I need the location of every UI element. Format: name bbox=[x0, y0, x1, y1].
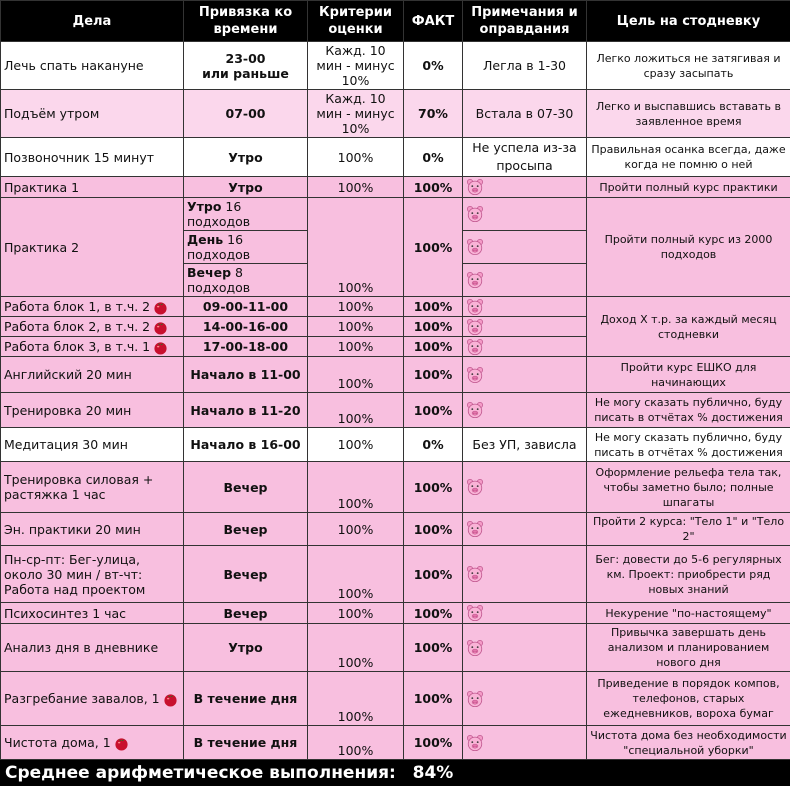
goal-cell: Приведение в порядок компов, телефонов, старых ежедневников, вороха бумаг bbox=[587, 672, 790, 726]
time-cell bbox=[184, 42, 308, 90]
goal-cell: Легко ложиться не затягивая и сразу засыпать bbox=[587, 42, 790, 90]
note-cell bbox=[463, 231, 587, 264]
goal-cell: Бег: довести до 5-6 регулярных км. Проект: приобрести ряд новых знаний bbox=[587, 546, 790, 603]
fact-cell: 100% bbox=[404, 297, 463, 317]
time-cell bbox=[184, 264, 308, 297]
average-value: 84% bbox=[404, 760, 463, 786]
note-cell bbox=[463, 546, 587, 603]
criteria-cell: 100% bbox=[308, 393, 404, 428]
pig-icon bbox=[466, 604, 484, 622]
note-cell bbox=[463, 317, 587, 337]
fact-cell: 100% bbox=[404, 546, 463, 603]
note-cell bbox=[463, 297, 587, 317]
header-time: Привязка ко времени bbox=[184, 1, 308, 42]
fact-cell: 70% bbox=[404, 90, 463, 138]
task-name: Работа блок 3, в т.ч. 1 bbox=[4, 339, 150, 354]
time-detail: 16 подходов bbox=[187, 232, 250, 262]
time-label: День bbox=[187, 232, 223, 247]
task-name: Тренировка 20 мин bbox=[1, 393, 184, 428]
tomato-icon bbox=[153, 300, 168, 315]
pig-icon bbox=[466, 520, 484, 538]
criteria-cell: 100% bbox=[308, 357, 404, 393]
note-cell bbox=[463, 337, 587, 357]
goal-cell: Правильная осанка всегда, даже когда не помню о ней bbox=[587, 138, 790, 177]
time-cell: 14-00-16-00 bbox=[184, 317, 308, 337]
pig-icon bbox=[466, 338, 484, 356]
criteria-cell: 100% bbox=[308, 672, 404, 726]
fact-cell: 100% bbox=[404, 672, 463, 726]
table-row bbox=[1, 198, 790, 231]
time-cell: Утро bbox=[184, 624, 308, 672]
pig-icon bbox=[466, 205, 484, 223]
tomato-icon bbox=[153, 320, 168, 335]
table-row bbox=[1, 672, 790, 726]
table-row bbox=[1, 513, 790, 546]
goal-cell: Пройти полный курс из 2000 подходов bbox=[587, 198, 790, 297]
time-cell: Вечер bbox=[184, 603, 308, 624]
criteria-cell: 100% bbox=[308, 297, 404, 317]
time-cell bbox=[184, 198, 308, 231]
note-cell bbox=[463, 462, 587, 513]
criteria-cell: 100% bbox=[308, 317, 404, 337]
footer-empty bbox=[463, 760, 790, 786]
goal-cell: Доход Х т.р. за каждый месяц стодневки bbox=[587, 297, 790, 357]
criteria-cell: 100% bbox=[308, 726, 404, 760]
fact-cell: 100% bbox=[404, 198, 463, 297]
table-row bbox=[1, 603, 790, 624]
time-detail: 8 подходов bbox=[187, 265, 250, 295]
note-cell bbox=[463, 603, 587, 624]
task-name: Анализ дня в дневнике bbox=[1, 624, 184, 672]
pig-icon bbox=[466, 639, 484, 657]
task-name: Психосинтез 1 час bbox=[1, 603, 184, 624]
goal-cell: Пройти 2 курса: "Тело 1" и "Тело 2" bbox=[587, 513, 790, 546]
time-cell: 07-00 bbox=[184, 90, 308, 138]
pig-icon bbox=[466, 565, 484, 583]
note-cell: Не успела из-за просыпа bbox=[463, 138, 587, 177]
criteria-cell: 100% bbox=[308, 428, 404, 462]
header-row bbox=[1, 1, 790, 42]
note-cell: Встала в 07-30 bbox=[463, 90, 587, 138]
criteria-cell: 100% bbox=[308, 177, 404, 198]
note-cell bbox=[463, 624, 587, 672]
fact-cell: 0% bbox=[404, 138, 463, 177]
criteria-cell: Кажд. 10 мин - минус 10% bbox=[308, 90, 404, 138]
task-name: Эн. практики 20 мин bbox=[1, 513, 184, 546]
note-cell bbox=[463, 513, 587, 546]
time-value: 23-00 bbox=[226, 51, 266, 66]
note-cell bbox=[463, 177, 587, 198]
task-name-cell bbox=[1, 337, 184, 357]
header-criteria: Критерии оценки bbox=[308, 1, 404, 42]
task-name: Разгребание завалов, 1 bbox=[4, 691, 160, 706]
goal-cell: Привычка завершать день анализом и планированием нового дня bbox=[587, 624, 790, 672]
criteria-cell: 100% bbox=[308, 138, 404, 177]
table-row bbox=[1, 177, 790, 198]
table-row bbox=[1, 138, 790, 177]
tomato-icon bbox=[114, 736, 129, 751]
table-row bbox=[1, 393, 790, 428]
time-cell: Вечер bbox=[184, 462, 308, 513]
time-cell: Вечер bbox=[184, 546, 308, 603]
goal-cell: Чистота дома без необходимости "специальной уборки" bbox=[587, 726, 790, 760]
task-name: Лечь спать накануне bbox=[1, 42, 184, 90]
task-name: Тренировка силовая + растяжка 1 час bbox=[1, 462, 184, 513]
note-cell bbox=[463, 393, 587, 428]
table-row bbox=[1, 357, 790, 393]
tomato-icon bbox=[153, 340, 168, 355]
time-label: Утро bbox=[187, 199, 221, 214]
note-cell: Легла в 1-30 bbox=[463, 42, 587, 90]
task-name: Работа блок 2, в т.ч. 2 bbox=[4, 319, 150, 334]
task-name: Медитация 30 мин bbox=[1, 428, 184, 462]
fact-cell: 100% bbox=[404, 357, 463, 393]
criteria-cell: 100% bbox=[308, 462, 404, 513]
tomato-icon bbox=[163, 692, 178, 707]
average-label: Среднее арифметическое выполнения: bbox=[1, 760, 404, 786]
note-cell bbox=[463, 264, 587, 297]
time-cell: Вечер bbox=[184, 513, 308, 546]
criteria-cell: 100% bbox=[308, 513, 404, 546]
criteria-cell: Кажд. 10 мин - минус 10% bbox=[308, 42, 404, 90]
time-detail: 16 подходов bbox=[187, 199, 250, 229]
table-row bbox=[1, 428, 790, 462]
time-cell: Начало в 16-00 bbox=[184, 428, 308, 462]
pig-icon bbox=[466, 318, 484, 336]
pig-icon bbox=[466, 271, 484, 289]
table-row bbox=[1, 42, 790, 90]
time-cell: 17-00-18-00 bbox=[184, 337, 308, 357]
task-name-cell bbox=[1, 672, 184, 726]
time-cell: Начало в 11-20 bbox=[184, 393, 308, 428]
fact-cell: 100% bbox=[404, 513, 463, 546]
header-notes: Примечания и оправдания bbox=[463, 1, 587, 42]
goal-cell: Оформление рельефа тела так, чтобы заметно было; полные шпагаты bbox=[587, 462, 790, 513]
criteria-cell: 100% bbox=[308, 198, 404, 297]
time-cell: Утро bbox=[184, 177, 308, 198]
pig-icon bbox=[466, 178, 484, 196]
time-cell: Начало в 11-00 bbox=[184, 357, 308, 393]
note-cell: Без УП, зависла bbox=[463, 428, 587, 462]
time-cell: 09-00-11-00 bbox=[184, 297, 308, 317]
goal-cell: Пройти курс ЕШКО для начинающих bbox=[587, 357, 790, 393]
task-name: Чистота дома, 1 bbox=[4, 735, 111, 750]
goal-cell: Не могу сказать публично, буду писать в отчётах % достижения bbox=[587, 393, 790, 428]
task-name: Работа блок 1, в т.ч. 2 bbox=[4, 299, 150, 314]
time-cell bbox=[184, 231, 308, 264]
time-cell: В течение дня bbox=[184, 726, 308, 760]
fact-cell: 100% bbox=[404, 603, 463, 624]
header-tasks: Дела bbox=[1, 1, 184, 42]
task-name: Подъём утром bbox=[1, 90, 184, 138]
criteria-cell: 100% bbox=[308, 546, 404, 603]
time-cell: Утро bbox=[184, 138, 308, 177]
pig-icon bbox=[466, 690, 484, 708]
header-goal: Цель на стодневку bbox=[587, 1, 790, 42]
task-name: Практика 1 bbox=[1, 177, 184, 198]
table-row bbox=[1, 462, 790, 513]
fact-cell: 100% bbox=[404, 462, 463, 513]
pig-icon bbox=[466, 401, 484, 419]
footer-row bbox=[1, 760, 790, 786]
table-row bbox=[1, 624, 790, 672]
task-name-cell bbox=[1, 297, 184, 317]
note-cell bbox=[463, 672, 587, 726]
time-label: Вечер bbox=[187, 265, 231, 280]
goal-cell: Не могу сказать публично, буду писать в отчётах % достижения bbox=[587, 428, 790, 462]
goal-cell: Некурение "по-настоящему" bbox=[587, 603, 790, 624]
task-name: Позвоночник 15 минут bbox=[1, 138, 184, 177]
goal-cell: Легко и выспавшись вставать в заявленное время bbox=[587, 90, 790, 138]
task-name: Английский 20 мин bbox=[1, 357, 184, 393]
task-name-cell bbox=[1, 317, 184, 337]
fact-cell: 100% bbox=[404, 317, 463, 337]
fact-cell: 0% bbox=[404, 42, 463, 90]
task-name: Практика 2 bbox=[1, 198, 184, 297]
goal-cell: Пройти полный курс практики bbox=[587, 177, 790, 198]
time-value-2: или раньше bbox=[202, 66, 289, 81]
fact-cell: 100% bbox=[404, 393, 463, 428]
criteria-cell: 100% bbox=[308, 337, 404, 357]
criteria-cell: 100% bbox=[308, 624, 404, 672]
table-row bbox=[1, 546, 790, 603]
note-cell bbox=[463, 357, 587, 393]
table-row bbox=[1, 297, 790, 317]
fact-cell: 100% bbox=[404, 337, 463, 357]
fact-cell: 0% bbox=[404, 428, 463, 462]
header-fact: ФАКТ bbox=[404, 1, 463, 42]
fact-cell: 100% bbox=[404, 624, 463, 672]
pig-icon bbox=[466, 366, 484, 384]
fact-cell: 100% bbox=[404, 177, 463, 198]
pig-icon bbox=[466, 298, 484, 316]
task-name: Пн-ср-пт: Бег-улица, около 30 мин / вт-чт: Работа над проектом bbox=[1, 546, 184, 603]
table-row bbox=[1, 90, 790, 138]
time-cell: В течение дня bbox=[184, 672, 308, 726]
note-cell bbox=[463, 198, 587, 231]
pig-icon bbox=[466, 238, 484, 256]
fact-cell: 100% bbox=[404, 726, 463, 760]
pig-icon bbox=[466, 478, 484, 496]
criteria-cell: 100% bbox=[308, 603, 404, 624]
